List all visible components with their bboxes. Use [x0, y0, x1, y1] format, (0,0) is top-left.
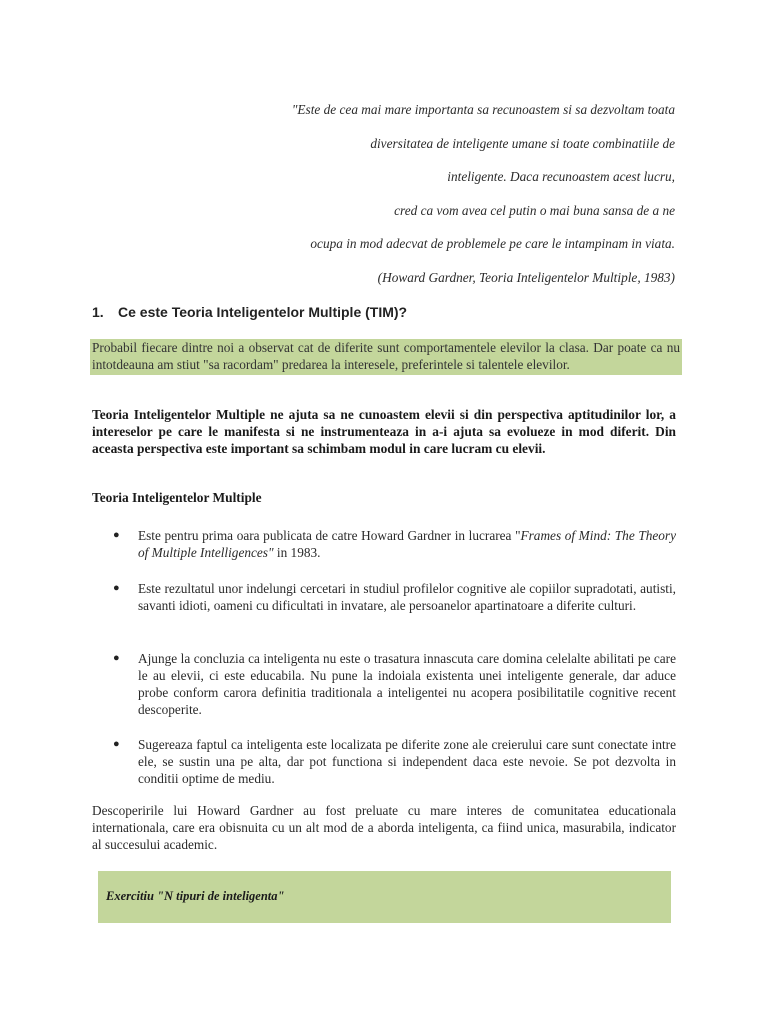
section-heading [92, 304, 407, 320]
subheading: Teoria Inteligentelor Multiple [92, 490, 262, 505]
closing-paragraph: Descoperirile lui Howard Gardner au fost preluate cu mare interes de comunitatea educationala internationala, care era obisnuita cu un alt mod de a aborda inteligenta, ca fiind unica, masurabila, indicator al succesului academic. [92, 803, 676, 852]
book-title: Frames of Mind: The Theory of Multiple Intelligences" [138, 528, 676, 560]
list-item [113, 650, 676, 718]
section-title: Ce este Teoria Inteligentelor Multiple (TIM)? [118, 304, 408, 320]
bullet-3-text: Ajunge la concluzia ca inteligenta nu este o trasatura innascuta care domina celelalte abilitati pe care le au elevii, ci este educabila. Nu pune la indoiala existenta unei inteligente generale, dar aduce probe conform carora definitia traditionala a inteligentei nu acopera posibilitatile cognitive recent descoperite. [138, 651, 676, 717]
highlighted-paragraph: Probabil fiecare dintre noi a observat cat de diferite sunt comportamentele elevilor la clasa. Dar poate ca nu intotdeauna am stiut "sa racordam" predarea la interesele, preferintele si talentele elevilor. [90, 339, 682, 375]
bullet-dot-icon: ● [113, 582, 120, 594]
gardner-quote [115, 98, 675, 300]
quote-line-3: inteligente. Daca recunoastem acest lucru, [447, 169, 675, 185]
bullet-4-text: Sugereaza faptul ca inteligenta este localizata pe diferite zone ale creierului care sunt conectate intre ele, se sustin una pe alta, dar pot functiona si independent daca este nevoie. Se pot dezvolta in conditii optime de mediu. [138, 737, 676, 786]
section-number: 1. [92, 304, 104, 320]
exercise-title: Exercitiu "N tipuri de inteligenta" [106, 889, 285, 903]
bold-paragraph: Teoria Inteligentelor Multiple ne ajuta sa ne cunoastem elevii si din perspectiva aptitudinilor lor, a intereselor pe care le manifesta si ne instrumenteaza in a-i ajuta sa evolueze in mod diferit. Din aceasta perspectiva este important sa schimbam modul in care lucram cu elevii. [92, 407, 676, 456]
bullet-1-text: Este pentru prima oara publicata de catre Howard Gardner in lucrarea " [138, 528, 521, 543]
bullet-2-text: Este rezultatul unor indelungi cercetari in studiul profilelor cognitive ale copiilor supradotati, autisti, savanti idioti, oameni cu dificultati in invatare, ale persoanelor apartinatoare a diferite culturi. [138, 581, 676, 613]
bullet-dot-icon: ● [113, 529, 120, 541]
quote-attribution: (Howard Gardner, Teoria Inteligentelor Multiple, 1983) [377, 269, 675, 285]
quote-line-5: ocupa in mod adecvat de problemele pe care le intampinam in viata. [310, 236, 675, 252]
list-item [113, 527, 676, 561]
exercise-box [98, 871, 671, 923]
quote-line-4: cred ca vom avea cel putin o mai buna sansa de a ne [394, 202, 675, 218]
quote-line-2: diversitatea de inteligente umane si toate combinatiile de [370, 135, 675, 151]
quote-line-1: "Este de cea mai mare importanta sa recunoastem si sa dezvoltam toata [291, 102, 675, 117]
bullet-dot-icon: ● [113, 652, 120, 664]
bullet-1-year: in 1983. [273, 545, 321, 560]
list-item [113, 580, 676, 614]
bullet-dot-icon: ● [113, 738, 120, 750]
list-item [113, 736, 676, 787]
